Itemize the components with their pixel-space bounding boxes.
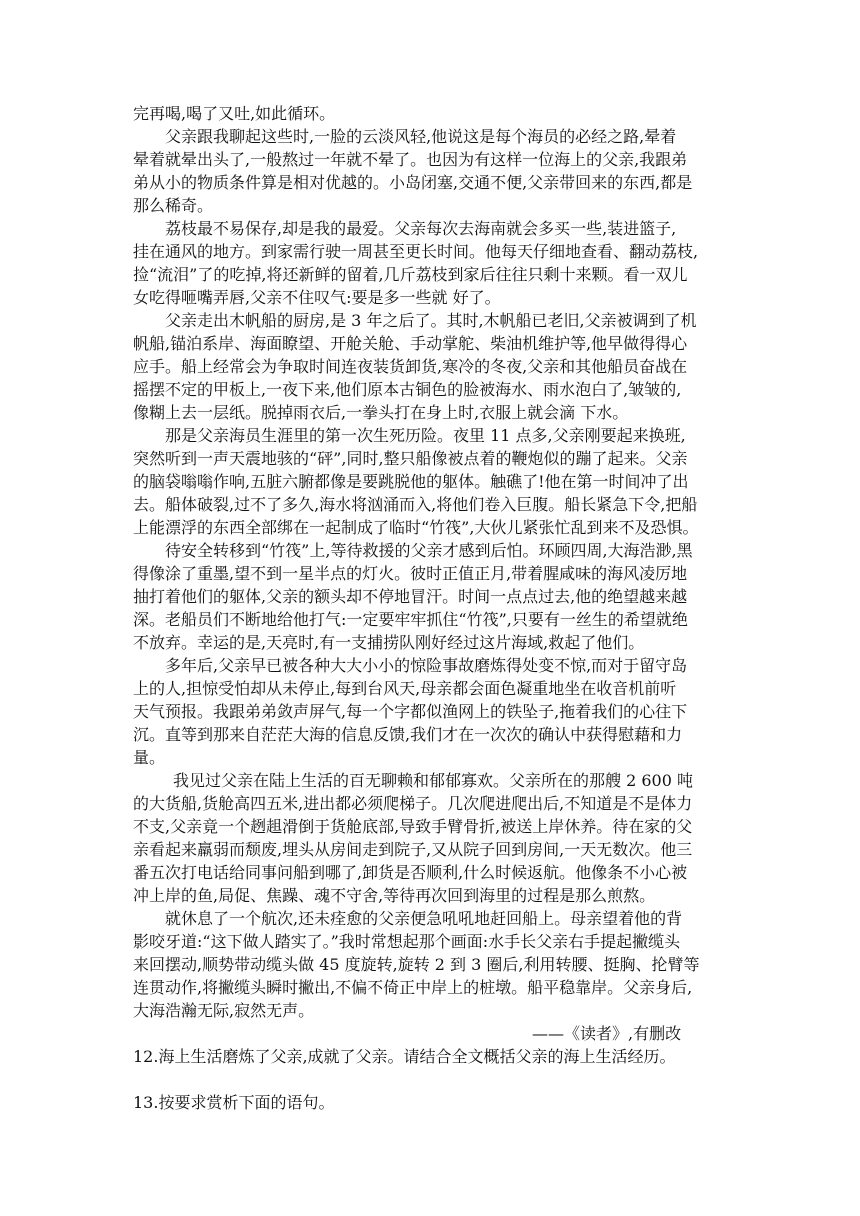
text-line: 不放弃。幸运的是,天亮时,有一支捕捞队刚好经过这片海域,救起了他们。 [133, 633, 645, 652]
text-line: 晕着就晕出头了,一般熬过一年就不晕了。也因为有这样一位海上的父亲,我跟弟 [133, 150, 688, 169]
text-line: 不支,父亲竟一个趔趄滑倒于货舱底部,导致手臂骨折,被送上岸休养。待在家的父 [133, 817, 693, 836]
text-line: 上的人,担惊受怕却从未停止,每到台风天,母亲都会面色凝重地坐在收音机前听 [133, 679, 677, 698]
text-line: 连贯动作,将撇缆头瞬时撇出,不偏不倚正中岸上的桩墩。船平稳靠岸。父亲身后, [133, 978, 693, 997]
text-line: 多年后,父亲早已被各种大大小小的惊险事故磨炼得处变不惊,而对于留守岛 [165, 656, 688, 675]
text-line: 影咬牙道:“这下做人踏实了。”我时常想起那个画面:水手长父亲右手提起撇缆头 [133, 932, 681, 951]
text-line: 的大货船,货舱高四五米,进出都必须爬梯子。几次爬进爬出后,不知道是不是体力 [133, 794, 693, 813]
text-line: 深。老船员们不断地给他打气:一定要牢牢抓住“竹筏”,只要有一丝生的希望就绝 [133, 610, 688, 629]
question-12: 12.海上生活磨炼了父亲,成就了父亲。请结合全文概括父亲的海上生活经历。 [133, 1047, 676, 1066]
text-line: 完再喝,喝了又吐,如此循环。 [133, 104, 336, 123]
text-line: 捡“流泪”了的吃掉,将还新鲜的留着,几斤荔枝到家后往往只剩十来颗。看一双儿 [133, 265, 688, 284]
text-line: 量。 [133, 748, 166, 767]
text-line: 大海浩瀚无际,寂然无声。 [133, 1001, 315, 1020]
text-line: 挂在通风的地方。到家需行驶一周甚至更长时间。他每天仔细地查看、翻动荔枝, [133, 242, 699, 261]
text-line: 那是父亲海员生涯里的第一次生死历险。夜里 11 点多,父亲刚要起来换班, [165, 426, 686, 445]
text-line: 应手。船上经常会为争取时间连夜装货卸货,寒冷的冬夜,父亲和其他船员奋战在 [133, 357, 688, 376]
text-line: 摇摆不定的甲板上,一夜下来,他们原本古铜色的脸被海水、雨水泡白了,皱皱的, [133, 380, 682, 399]
text-line: 就休息了一个航次,还未痊愈的父亲便急吼吼地赶回船上。母亲望着他的背 [165, 909, 683, 928]
text-line: 冲上岸的鱼,局促、焦躁、魂不守舍,等待再次回到海里的过程是那么煎熬。 [133, 886, 656, 905]
text-line: 上能漂浮的东西全部绑在一起制成了临时“竹筏”,大伙儿紧张忙乱到来不及恐惧。 [133, 518, 699, 537]
text-line: 那么稀奇。 [133, 196, 214, 215]
source-attribution: ——《读者》,有删改 [532, 1024, 682, 1043]
text-line: 突然听到一声天震地骇的“砰”,同时,整只船像被点着的鞭炮似的蹦了起来。父亲 [133, 449, 688, 468]
text-line: 荔枝最不易保存,却是我的最爱。父亲每次去海南就会多买一些,装进篮子, [165, 219, 677, 238]
text-line: 抽打着他们的躯体,父亲的额头却不停地冒汗。时间一点点过去,他的绝望越来越 [133, 587, 688, 606]
text-line: 待安全转移到“竹筏”上,等待救援的父亲才感到后怕。环顾四周,大海浩渺,黑 [165, 541, 693, 560]
text-line: 来回摆动,顺势带动缆头做 45 度旋转,旋转 2 到 3 圈后,利用转腰、挺胸、抡臂等 [133, 955, 700, 974]
text-line: 我见过父亲在陆上生活的百无聊赖和郁郁寡欢。父亲所在的那艘 2 600 吨 [173, 771, 693, 790]
text-line: 父亲跟我聊起这些时,一脸的云淡风轻,他说这是每个海员的必经之路,晕着 [165, 127, 677, 146]
text-line: 番五次打电话给同事问船到哪了,卸货是否顺利,什么时候返航。他像条不小心被 [133, 863, 688, 882]
text-line: 帆船,锚泊系岸、海面瞭望、开舱关舱、手动掌舵、柴油机维护等,他早做得得心 [133, 334, 688, 353]
text-line: 天气预报。我跟弟弟敛声屏气,每一个字都似渔网上的铁坠子,拖着我们的心往下 [133, 702, 688, 721]
question-13: 13.按要求赏析下面的语句。 [133, 1093, 335, 1112]
text-line: 像糊上去一层纸。脱掉雨衣后,一拳头打在身上时,衣服上就会滴 下水。 [133, 403, 629, 422]
text-line: 的脑袋嗡嗡作响,五脏六腑都像是要跳脱他的躯体。触礁了!他在第一时间冲了出 [133, 472, 689, 491]
text-line: 沉。直等到那来自茫茫大海的信息反馈,我们才在一次次的确认中获得慰藉和力 [133, 725, 683, 744]
text-line: 去。船体破裂,过不了多久,海水将汹涌而入,将他们卷入巨腹。船长紧急下令,把船 [133, 495, 698, 514]
text-line: 女吃得咂嘴弄唇,父亲不住叹气:要是多一些就 好了。 [133, 288, 501, 307]
text-line: 亲看起来羸弱而颓废,埋头从房间走到院子,又从院子回到房间,一天无数次。他三 [133, 840, 693, 859]
text-line: 父亲走出木帆船的厨房,是 3 年之后了。其时,木帆船已老旧,父亲被调到了机 [165, 311, 697, 330]
text-line: 弟从小的物质条件算是相对优越的。小岛闭塞,交通不便,父亲带回来的东西,都是 [133, 173, 693, 192]
text-line: 得像涂了重墨,望不到一星半点的灯火。彼时正值正月,带着腥咸味的海风凌厉地 [133, 564, 688, 583]
